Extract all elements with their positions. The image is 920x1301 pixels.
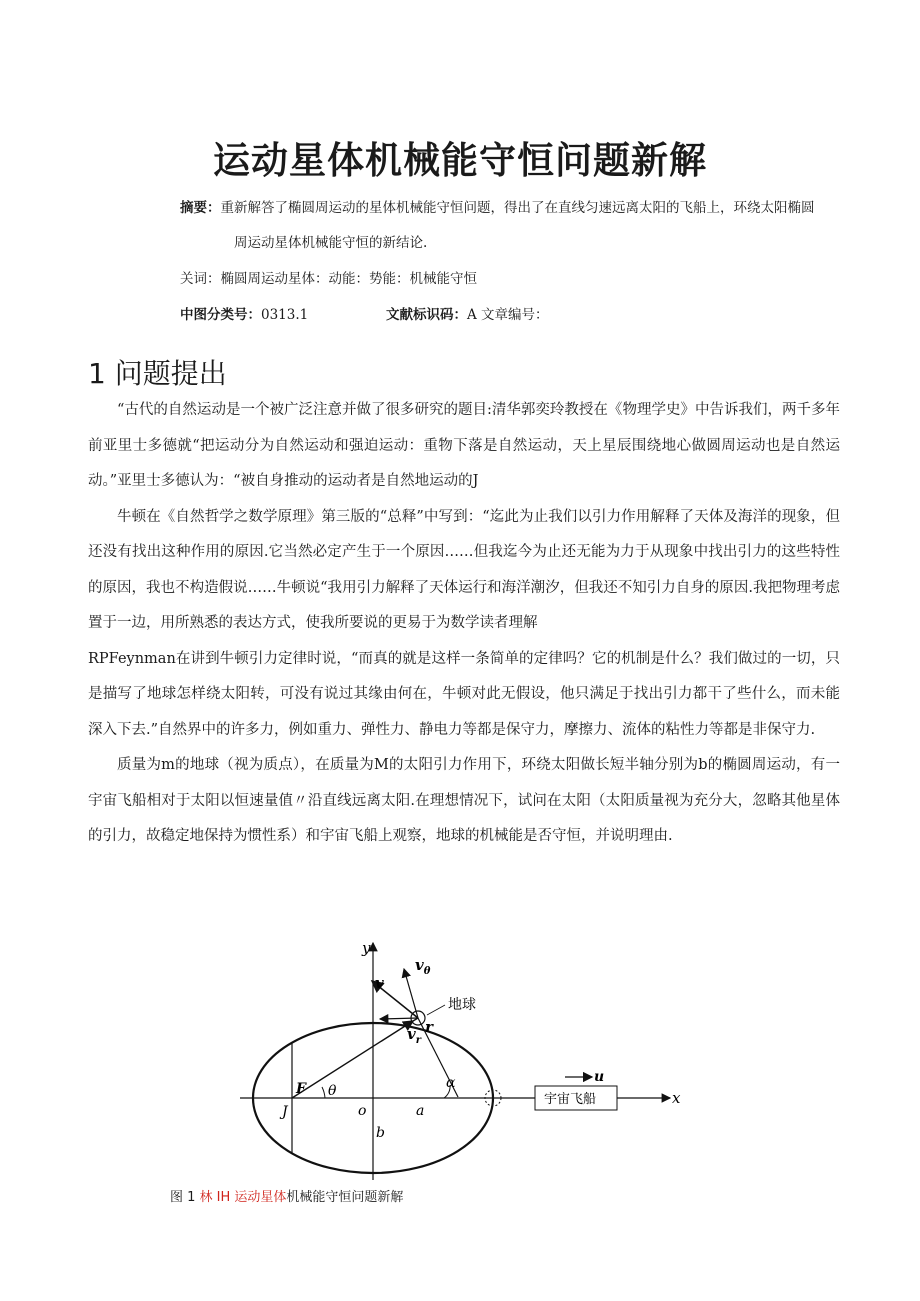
paper-title: 运动星体机械能守恒问题新解	[213, 139, 707, 182]
focus-label: J	[282, 1104, 288, 1120]
doc-code-value: A 文章编号：	[467, 307, 549, 323]
section-heading: 1 问题提出	[88, 357, 227, 390]
caption-red: 林 IH 运动星体	[199, 1190, 287, 1205]
theta-label: θ	[328, 1083, 337, 1099]
earth-label-leader	[427, 1005, 445, 1015]
clc-value: 0313.1	[261, 307, 309, 323]
abstract-line-2: 周运动星体机械能守恒的新结论.	[234, 235, 428, 251]
caption-rest: 机械能守恒问题新解	[286, 1190, 404, 1205]
alpha-label: α	[446, 1075, 456, 1091]
force-line	[292, 1021, 413, 1098]
classification-row	[180, 305, 308, 325]
origin-label: o	[358, 1103, 367, 1119]
spaceship-label: 宇宙飞船	[544, 1092, 597, 1107]
earth-label: 地球	[448, 997, 476, 1013]
force-label: F	[296, 1081, 306, 1097]
v-label: v	[375, 974, 384, 992]
abstract-label: 摘要：	[180, 200, 221, 216]
semi-minor-label: b	[376, 1125, 385, 1141]
v-r-label: $v_r$	[407, 1025, 421, 1046]
paragraph-2: 牛顿在《自然哲学之数学原理》第三版的“总释”中写到：“迄此为止我们以引力作用解释了天体及海洋的现象，但还没有找出这种作用的原因.它当然必定产生于一个原因……但我迄今为止还无能为力于从现象中找出引力的这些特性的原因，我也不构造假说……牛顿说“我用引力解释了天体运行和海洋潮汐，但我还不知引力自身的原因.我把物理考虑置于一边，用所熟悉的表达方式，使我所要说的更易于为数学读者理解	[88, 508, 840, 631]
abstract-text-1: 重新解答了椭圆周运动的星体机械能守恒问题，得出了在直线匀速远离太阳的飞船上，环绕太阳椭圆	[220, 200, 815, 216]
orbit-figure	[230, 935, 690, 1180]
section-body	[88, 393, 840, 855]
v-theta-vector	[404, 969, 418, 1018]
abstract-line-1	[180, 198, 815, 218]
r-label: r	[425, 1018, 433, 1036]
doc-code-row	[386, 305, 549, 325]
paragraph-3: RPFeynman在讲到牛顿引力定律时说，“而真的就是这样一条简单的定律吗？它的机制是什么？我们做过的一切，只是描写了地球怎样绕太阳转，可没有说过其缘由何在，牛顿对此无假设，他只满足于找出引力都干了些什么，而未能深入下去.”自然界中的许多力，例如重力、弹性力、静电力等都是保守力，摩擦力、流体的粘性力等都是非保守力.	[88, 650, 840, 738]
theta-arc	[322, 1087, 325, 1098]
doc-code-label: 文献标识码：	[386, 307, 467, 323]
v-r-vector	[380, 1018, 418, 1019]
v-theta-label: $v_\theta$	[415, 956, 431, 977]
semi-major-label: a	[416, 1103, 425, 1119]
paragraph-1: “古代的自然运动是一个被广泛注意并做了很多研究的题目:清华郭奕玲教授在《物理学史》中告诉我们，两千多年前亚里士多德就“把运动分为自然运动和强迫运动：重物下落是自然运动，天上星辰围绕地心做圆周运动也是自然运动。”亚里士多德认为：“被自身推动的运动者是自然地运动的J	[88, 402, 840, 489]
caption-prefix: 图 1	[170, 1190, 200, 1205]
y-label: y	[362, 939, 371, 957]
clc-label: 中图分类号：	[180, 307, 261, 323]
keywords: 关词：椭圆周运动星体：动能：势能：机械能守恒	[180, 271, 477, 287]
u-label: u	[594, 1069, 605, 1085]
figure-caption	[170, 1186, 403, 1205]
x-label: x	[672, 1089, 681, 1107]
paragraph-4: 质量为m的地球（视为质点），在质量为M的太阳引力作用下，环绕太阳做长短半轴分别为b的椭圆周运动，有一宇宙飞船相对于太阳以恒速量值〃沿直线远离太阳.在理想情况下，试问在太阳（太阳质量视为充分大，忽略其他星体的引力，故稳定地保持为惯性系）和宇宙飞船上观察，地球的机械能是否守恒，并说明理由.	[88, 757, 840, 844]
